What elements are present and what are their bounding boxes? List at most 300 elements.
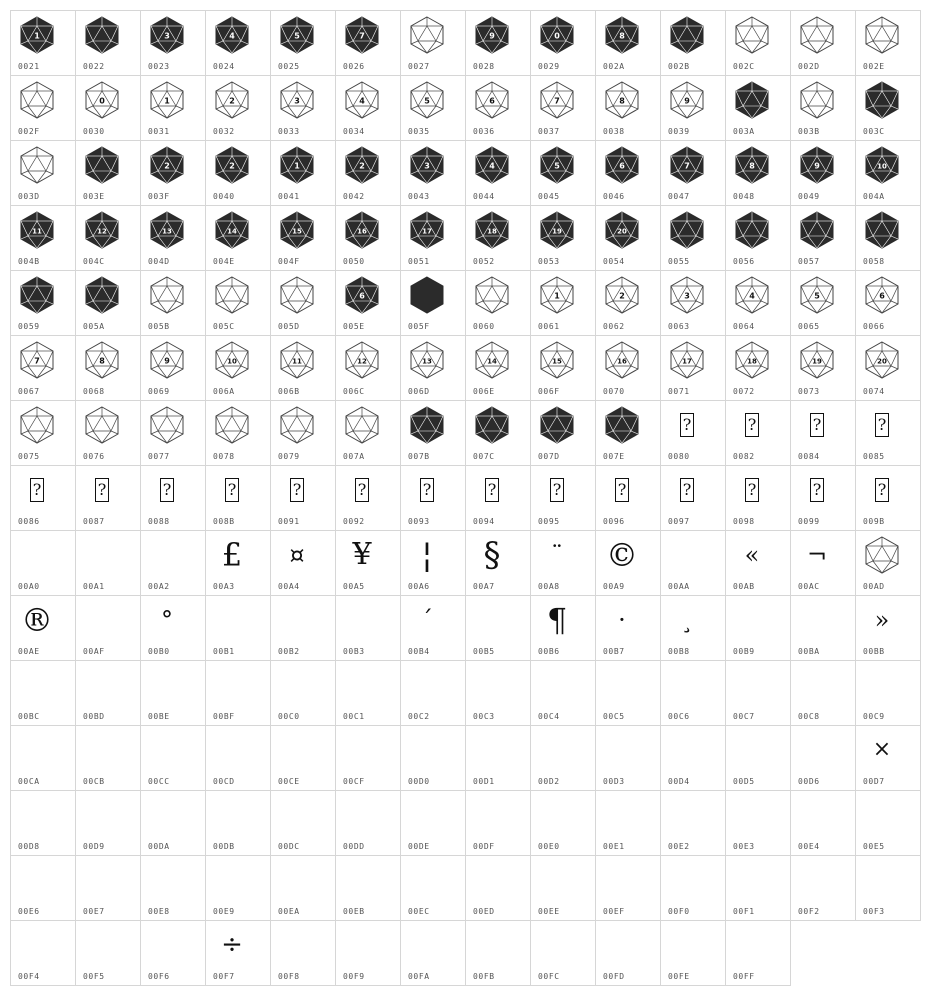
glyph-symbol: £ [221,536,243,574]
die-number-label: 4 [359,96,365,106]
glyph-cell [270,465,336,531]
glyph-preview [797,340,837,380]
glyph-code-label: 0094 [473,517,495,526]
glyph-preview [277,340,317,380]
glyph-code-label: 00BE [148,712,170,721]
die-number-label: 4 [229,31,235,41]
glyph-cell [140,400,206,466]
glyph-cell [75,855,141,921]
glyph-preview [407,795,447,835]
glyph-cell [10,335,76,401]
missing-glyph-box: ? [615,478,629,502]
die-number-label: 15 [552,357,562,366]
glyph-preview [667,275,707,315]
die-number-label: 9 [684,96,690,106]
glyph-cell [790,335,856,401]
die-number-label: 8 [749,161,755,171]
glyph-code-label: 0087 [83,517,105,526]
glyph-preview [862,795,902,835]
glyph-preview [862,80,902,120]
die-number-label: 8 [99,356,105,366]
die-number-label: 11 [32,227,42,236]
glyph-symbol: ¤ [289,541,305,569]
glyph-code-label: 0068 [83,387,105,396]
glyph-cell [855,335,921,401]
glyph-preview [537,470,577,510]
glyph-preview [277,535,317,575]
glyph-code-label: 0092 [343,517,365,526]
glyph-code-label: 0098 [733,517,755,526]
glyph-cell [465,400,531,466]
die-number-label: 7 [359,31,365,41]
glyph-cell [335,660,401,726]
glyph-cell [400,530,466,596]
glyph-preview [602,860,642,900]
die-number-label: 3 [684,291,690,301]
glyph-code-label: 0060 [473,322,495,331]
glyph-cell [205,920,271,986]
glyph-cell [855,660,921,726]
glyph-cell [790,530,856,596]
glyph-cell [400,335,466,401]
glyph-preview [17,405,57,445]
glyph-cell [270,400,336,466]
glyph-cell [595,465,661,531]
glyph-cell [335,530,401,596]
glyph-preview [147,145,187,185]
glyph-preview [407,665,447,705]
glyph-cell [725,725,791,791]
glyph-preview [732,210,772,250]
icosahedron-die-icon [732,340,772,380]
glyph-preview [602,535,642,575]
glyph-code-label: 00C0 [278,712,300,721]
glyph-cell [335,920,401,986]
icosahedron-die-icon [147,15,187,55]
glyph-cell [855,790,921,856]
glyph-code-label: 00BC [18,712,40,721]
glyph-preview [472,730,512,770]
die-number-label: 3 [424,161,430,171]
glyph-code-label: 0082 [733,452,755,461]
glyph-code-label: 0078 [213,452,235,461]
glyph-cell [10,920,76,986]
glyph-preview [407,80,447,120]
glyph-cell [530,400,596,466]
icosahedron-die-icon [17,80,57,120]
glyph-code-label: 00CC [148,777,170,786]
glyph-code-label: 00FC [538,972,560,981]
glyph-cell [660,335,726,401]
glyph-cell [10,75,76,141]
glyph-code-label: 0047 [668,192,690,201]
glyph-cell [140,465,206,531]
missing-glyph-box: ? [810,413,824,437]
glyph-preview [667,145,707,185]
icosahedron-die-icon [212,15,252,55]
glyph-code-label: 00B9 [733,647,755,656]
glyph-preview [862,535,902,575]
glyph-code-label: 00D3 [603,777,625,786]
glyph-cell [725,530,791,596]
glyph-code-label: 00E0 [538,842,560,851]
glyph-cell [660,140,726,206]
glyph-cell [140,595,206,661]
glyph-preview [407,470,447,510]
die-number-label: 1 [34,31,40,41]
glyph-preview [17,600,57,640]
glyph-code-label: 00C2 [408,712,430,721]
glyph-code-label: 0049 [798,192,820,201]
glyph-preview [277,600,317,640]
glyph-cell [595,270,661,336]
icosahedron-die-icon [732,275,772,315]
die-number-label: 4 [489,161,495,171]
glyph-code-label: 0071 [668,387,690,396]
glyph-preview [212,925,252,965]
glyph-cell [335,595,401,661]
icosahedron-die-icon [147,340,187,380]
glyph-code-label: 00C1 [343,712,365,721]
glyph-cell [465,270,531,336]
icosahedron-die-icon [342,340,382,380]
glyph-cell [205,465,271,531]
glyph-code-label: 007A [343,452,365,461]
glyph-cell [530,530,596,596]
glyph-preview [212,15,252,55]
glyph-preview [277,470,317,510]
glyph-cell [660,465,726,531]
glyph-code-label: 0096 [603,517,625,526]
glyph-cell [595,530,661,596]
glyph-cell [725,10,791,76]
glyph-preview [17,860,57,900]
die-number-label: 18 [487,227,497,236]
glyph-code-label: 0028 [473,62,495,71]
glyph-preview [797,15,837,55]
icosahedron-die-icon [17,405,57,445]
glyph-preview [667,210,707,250]
icosahedron-die-icon [342,15,382,55]
glyph-preview [862,860,902,900]
glyph-preview [17,795,57,835]
glyph-code-label: 00F6 [148,972,170,981]
die-number-label: 12 [357,357,367,366]
glyph-preview [472,340,512,380]
icosahedron-die-icon [537,275,577,315]
glyph-cell [465,595,531,661]
glyph-code-label: 0044 [473,192,495,201]
glyph-code-label: 0036 [473,127,495,136]
icosahedron-die-icon [407,275,447,315]
icosahedron-die-icon [472,275,512,315]
glyph-cell [595,725,661,791]
glyph-cell [140,920,206,986]
glyph-preview [212,795,252,835]
icosahedron-die-icon [82,145,122,185]
die-number-label: 2 [164,161,170,171]
glyph-cell [790,75,856,141]
glyph-cell [270,660,336,726]
icosahedron-die-icon [147,275,187,315]
glyph-code-label: 00B3 [343,647,365,656]
glyph-preview [17,665,57,705]
icosahedron-die-icon [537,80,577,120]
glyph-preview [82,340,122,380]
glyph-preview [277,80,317,120]
glyph-preview [797,730,837,770]
die-number-label: 1 [554,291,560,301]
icosahedron-die-icon [602,210,642,250]
icosahedron-die-icon [342,275,382,315]
glyph-cell [335,10,401,76]
glyph-code-label: 004C [83,257,105,266]
glyph-preview [472,600,512,640]
glyph-code-label: 0079 [278,452,300,461]
glyph-code-label: 00B8 [668,647,690,656]
glyph-code-label: 00C9 [863,712,885,721]
glyph-cell [660,530,726,596]
glyph-cell [400,400,466,466]
glyph-cell [660,660,726,726]
glyph-cell [530,855,596,921]
glyph-cell [140,205,206,271]
missing-glyph-box: ? [680,413,694,437]
glyph-preview [407,600,447,640]
icosahedron-die-icon [212,145,252,185]
glyph-preview [862,275,902,315]
glyph-preview [277,275,317,315]
glyph-code-label: 00E2 [668,842,690,851]
glyph-cell [465,335,531,401]
glyph-preview [147,860,187,900]
die-number-label: 5 [814,291,820,301]
glyph-symbol: ÷ [221,930,243,960]
glyph-code-label: 00A5 [343,582,365,591]
glyph-preview [667,535,707,575]
glyph-cell [10,270,76,336]
glyph-cell [140,790,206,856]
glyph-preview [212,340,252,380]
die-number-label: 0 [554,31,560,41]
glyph-preview [537,665,577,705]
glyph-preview [862,15,902,55]
glyph-cell [790,855,856,921]
glyph-code-label: 00E4 [798,842,820,851]
glyph-cell [595,10,661,76]
glyph-code-label: 00D4 [668,777,690,786]
glyph-preview [862,405,902,445]
icosahedron-die-icon [472,145,512,185]
glyph-code-label: 0034 [343,127,365,136]
glyph-cell [465,790,531,856]
glyph-cell [465,855,531,921]
glyph-preview [667,795,707,835]
glyph-cell [790,140,856,206]
glyph-preview [537,145,577,185]
glyph-preview [212,730,252,770]
glyph-preview [862,730,902,770]
glyph-code-label: 00AC [798,582,820,591]
glyph-cell [335,400,401,466]
glyph-preview [472,795,512,835]
glyph-preview [147,80,187,120]
glyph-cell [725,400,791,466]
glyph-preview [342,145,382,185]
glyph-code-label: 00A9 [603,582,625,591]
glyph-cell [725,595,791,661]
glyph-preview [82,925,122,965]
glyph-cell [75,400,141,466]
glyph-code-label: 0040 [213,192,235,201]
die-number-label: 11 [292,357,302,366]
glyph-code-label: 0039 [668,127,690,136]
icosahedron-die-icon [667,275,707,315]
glyph-cell [10,790,76,856]
glyph-preview [342,15,382,55]
glyph-code-label: 0072 [733,387,755,396]
icosahedron-die-icon [147,145,187,185]
glyph-code-label: 002C [733,62,755,71]
glyph-code-label: 006C [343,387,365,396]
glyph-preview [862,210,902,250]
glyph-code-label: 00A2 [148,582,170,591]
glyph-cell [75,920,141,986]
glyph-cell [10,595,76,661]
glyph-cell [270,10,336,76]
glyph-cell [725,790,791,856]
glyph-cell [335,140,401,206]
die-number-label: 20 [877,357,887,366]
glyph-code-label: 0070 [603,387,625,396]
glyph-preview [602,210,642,250]
icosahedron-die-icon [862,80,902,120]
glyph-cell [595,920,661,986]
glyph-code-label: 002B [668,62,690,71]
glyph-code-label: 00CD [213,777,235,786]
glyph-preview [82,15,122,55]
glyph-code-label: 00E8 [148,907,170,916]
glyph-preview [212,860,252,900]
glyph-preview [212,210,252,250]
glyph-code-label: 00CF [343,777,365,786]
icosahedron-die-icon [17,15,57,55]
glyph-code-label: 00F5 [83,972,105,981]
glyph-preview [797,80,837,120]
glyph-preview [212,80,252,120]
glyph-preview [342,600,382,640]
glyph-preview [732,730,772,770]
glyph-cell [400,10,466,76]
glyph-cell [205,270,271,336]
glyph-preview [472,535,512,575]
die-number-label: 13 [422,357,432,366]
icosahedron-die-icon [17,340,57,380]
glyph-preview [82,210,122,250]
icosahedron-die-icon [342,80,382,120]
glyph-cell [75,270,141,336]
glyph-code-label: 00C7 [733,712,755,721]
glyph-cell [790,465,856,531]
glyph-preview [277,730,317,770]
glyph-code-label: 00AB [733,582,755,591]
icosahedron-die-icon [797,15,837,55]
glyph-cell [335,725,401,791]
glyph-code-label: 0030 [83,127,105,136]
glyph-cell [660,790,726,856]
glyph-code-label: 0027 [408,62,430,71]
glyph-preview [212,535,252,575]
glyph-code-label: 0054 [603,257,625,266]
glyph-cell [660,920,726,986]
glyph-cell [465,725,531,791]
die-number-label: 2 [359,161,365,171]
glyph-preview [17,730,57,770]
glyph-cell [530,205,596,271]
glyph-code-label: 00C8 [798,712,820,721]
icosahedron-die-icon [862,535,902,575]
glyph-cell [725,920,791,986]
glyph-preview [732,405,772,445]
glyph-cell [465,140,531,206]
die-number-label: 9 [489,31,495,41]
glyph-code-label: 00E1 [603,842,625,851]
glyph-code-label: 006D [408,387,430,396]
glyph-preview [342,340,382,380]
glyph-preview [212,665,252,705]
die-number-label: 14 [487,357,497,366]
glyph-code-label: 0053 [538,257,560,266]
glyph-cell [75,75,141,141]
glyph-code-label: 0022 [83,62,105,71]
glyph-cell [205,205,271,271]
icosahedron-die-icon [732,15,772,55]
glyph-preview [277,795,317,835]
glyph-code-label: 0056 [733,257,755,266]
glyph-preview [797,210,837,250]
die-number-label: 2 [229,161,235,171]
glyph-preview [537,795,577,835]
die-number-label: 5 [424,96,430,106]
glyph-preview [537,600,577,640]
glyph-cell [660,725,726,791]
glyph-cell [595,595,661,661]
glyph-preview [732,145,772,185]
glyph-code-label: 003A [733,127,755,136]
glyph-preview [667,405,707,445]
glyph-code-label: 0057 [798,257,820,266]
glyph-preview [17,925,57,965]
glyph-preview [602,275,642,315]
glyph-code-label: 00FB [473,972,495,981]
glyph-cell [10,660,76,726]
glyph-cell [10,465,76,531]
glyph-code-label: 0029 [538,62,560,71]
glyph-code-label: 00EA [278,907,300,916]
glyph-cell [790,205,856,271]
icosahedron-die-icon [277,145,317,185]
glyph-cell [75,10,141,76]
icosahedron-die-icon [212,275,252,315]
glyph-preview [667,925,707,965]
glyph-code-label: 00D0 [408,777,430,786]
icosahedron-die-icon [602,340,642,380]
glyph-cell [725,465,791,531]
glyph-preview [407,405,447,445]
glyph-preview [82,80,122,120]
glyph-preview [472,405,512,445]
icosahedron-die-icon [342,405,382,445]
